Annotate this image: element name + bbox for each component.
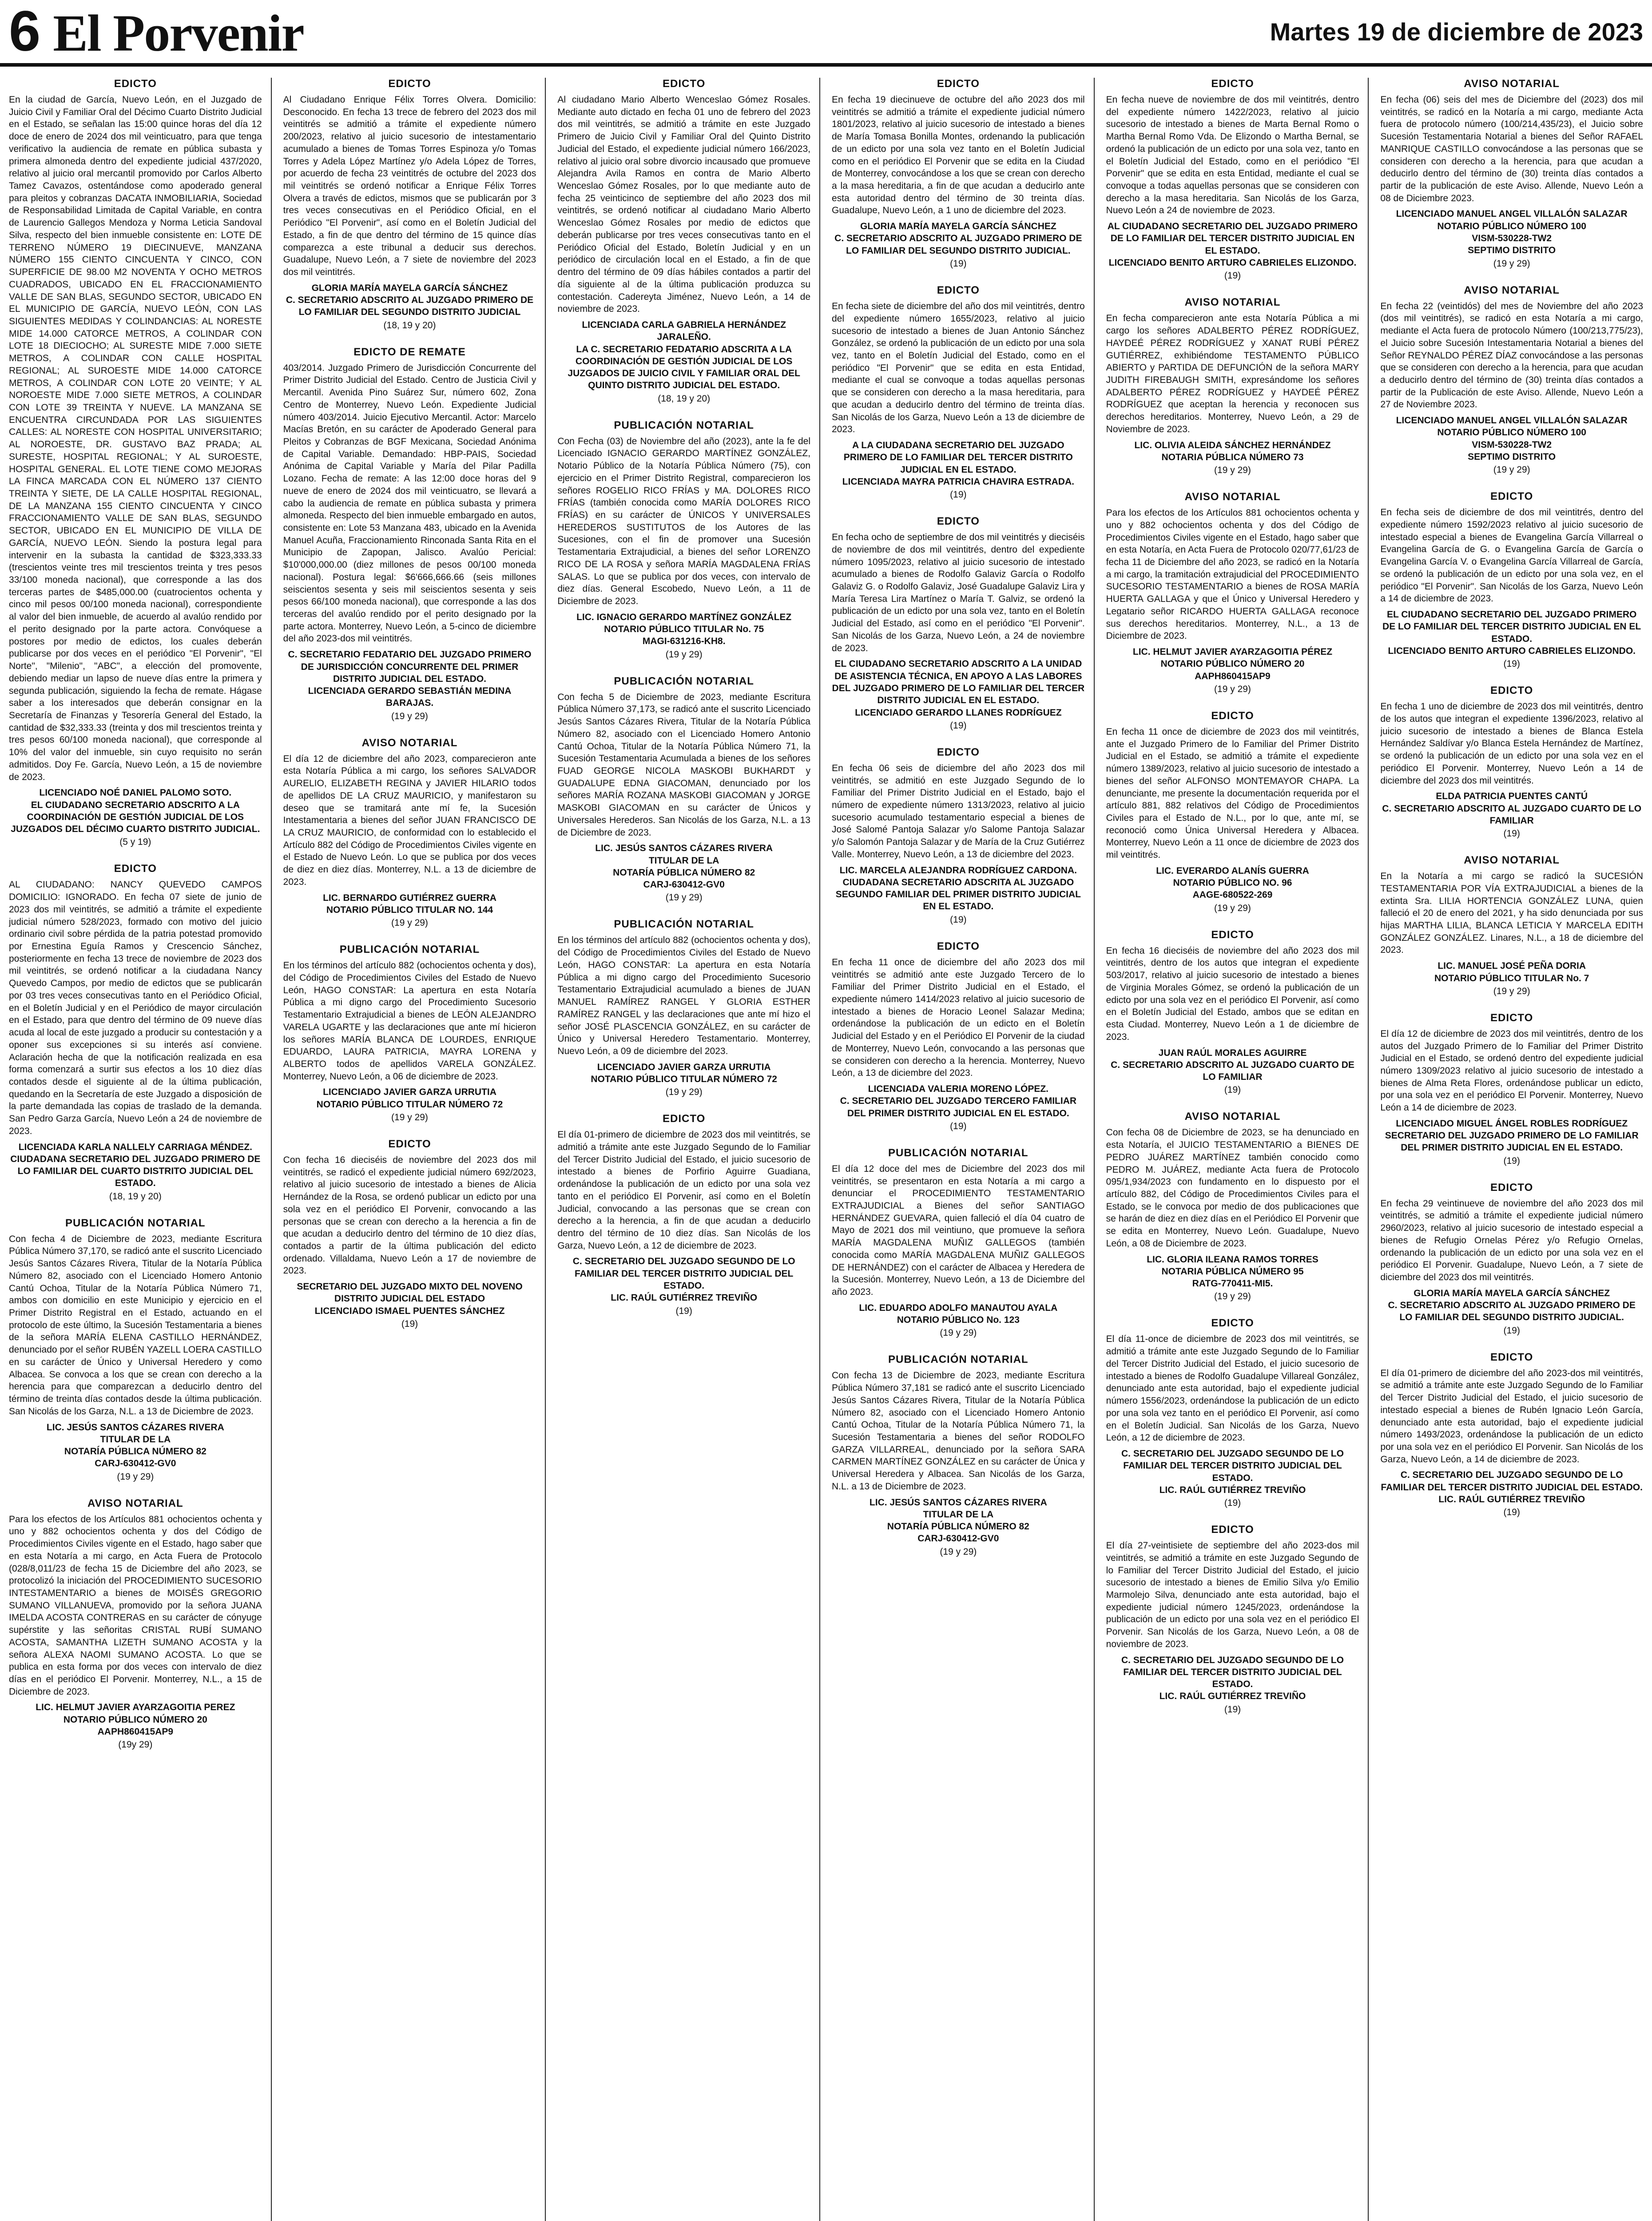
legal-notice: [1106, 1317, 1359, 1509]
legal-notice: [832, 515, 1085, 731]
column-3: [557, 78, 820, 2221]
notice-signature: C. SECRETARIO DEL JUZGADO SEGUNDO DE LO FAMILIAR DEL TERCER DISTRITO JUDICIAL DEL ESTADO. LIC. RAÚL GUTIÉRREZ TREVIÑO: [1381, 1470, 1643, 1505]
publication-dates: (19 y 29): [1493, 986, 1530, 996]
issue-date: Martes 19 de diciembre de 2023: [1270, 17, 1643, 46]
notice-body: En fecha 22 (veintidós) del mes de Noviembre del año 2023 (dos mil veintitrés), se radicó en esta Notaría a mi cargo, mediante el Acta fuera de protocolo Número (100/213,775/23), el Juicio sobre Sucesión Intestamentaria Notarial a bienes del Señor REYNALDO PÉREZ DÍAZ convocándose a las personas que se consideren con derecho a la herencia, para que acudan a deducirlo dentro del término de (30) treinta días contados a partir de la Publicación de este Aviso. Allende, Nuevo León a 27 de Noviembre 2023.: [1380, 301, 1643, 410]
legal-notice: [1106, 491, 1359, 695]
notice-title: AVISO NOTARIAL: [87, 1497, 183, 1509]
publication-dates: (19): [1503, 1325, 1520, 1336]
notice-title: PUBLICACIÓN NOTARIAL: [614, 675, 754, 687]
legal-notice: [557, 675, 810, 904]
notice-signature: LICENCIADO JAVIER GARZA URRUTIA NOTARIO PÚBLICO TITULAR NÚMERO 72: [316, 1087, 503, 1110]
notice-title: PUBLICACIÓN NOTARIAL: [65, 1217, 206, 1229]
notice-title: PUBLICACIÓN NOTARIAL: [614, 419, 754, 431]
notice-signature: LIC. MARCELA ALEJANDRA RODRÍGUEZ CARDONA. CIUDADANA SECRETARIO ADSCRITA AL JUZGADO SEGUNDO FAMILIAR DEL PRIMER DISTRITO JUDICIAL EN EL ESTADO.: [835, 865, 1081, 912]
notice-signature: EL CIUDADANO SECRETARIO DEL JUZGADO PRIMERO DE LO FAMILIAR DEL TERCER DISTRITO JUDICIAL EN EL ESTADO. LICENCIADO BENITO ARTURO CABRIELES ELIZONDO.: [1382, 609, 1641, 656]
notice-body: En fecha 06 seis de diciembre del año 2023 dos mil veintitrés, se admitió en este Juzgado Segundo de lo Familiar del Primer Distrito Judicial en el Estado, bajo el número de expediente número 1313/2023, relativo al juicio sucesorio acumulado testamentario especial a bienes de José Salomé Pantoja Salazar y/o Salome Pantoja Salazar y/o Salomón Pantoja Salazar y de María de la Cruz Gutiérrez Valle. Monterrey, Nuevo León, a 13 de diciembre del 2023.: [832, 763, 1085, 860]
notice-signature: AL CIUDADANO SECRETARIO DEL JUZGADO PRIMERO DE LO FAMILIAR DEL TERCER DISTRITO JUDICIAL EN EL ESTADO. LICENCIADO BENITO ARTURO CABRIELES ELIZONDO.: [1107, 221, 1358, 268]
notice-body: En la Notaría a mi cargo se radicó la SUCESIÓN TESTAMENTARIA POR VÍA EXTRAJUDICIAL a bienes de la extinta Sra. LILIA HORTENCIA GONZÁLEZ LUNA, quien falleció el 20 de enero del 2021, y ha sido denunciada por sus hijas MARTHA LILIA, BLANCA LETICIA Y MARCELA EDITH GONZÁLEZ GONZÁLEZ. Linares, N.L., a 18 de diciembre del 2023.: [1380, 871, 1643, 955]
publication-dates: (19): [950, 914, 967, 925]
publication-dates: (19): [950, 1121, 967, 1131]
column-4: [832, 78, 1095, 2221]
legal-notice: [1106, 710, 1359, 914]
notice-title: EDICTO: [937, 78, 980, 90]
notice-title: EDICTO: [1211, 1524, 1254, 1536]
publication-dates: (19): [1503, 1155, 1520, 1166]
notice-signature: GLORIA MARÍA MAYELA GARCÍA SÁNCHEZ C. SECRETARIO ADSCRITO AL JUZGADO PRIMERO DE LO FAMILIAR DEL SEGUNDO DISTRITO JUDICIAL.: [1388, 1288, 1636, 1323]
publication-dates: (19 y 29): [665, 892, 703, 903]
publication-dates: (19 y 29): [665, 649, 703, 660]
notice-body: Para los efectos de los Artículos 881 ochocientos ochenta y uno y 882 ochocientos ochenta y dos del Código de Procedimientos Civiles vigente en el Estado, hago saber que en esta Notaría a mi cargo, en Acta Fuera de Protocolo (028/8,011/23 de fecha 15 de Diciembre del año 2023, se protocolizó la iniciación del PROCEDIMIENTO SUCESORIO INTESTAMENTARIO a bienes de MOISÉS GREGORIO SUMANO VILLANUEVA, promovido por la señora JUANA IMELDA ACOSTA CONTRERAS en su carácter de cónyuge supérstite y las señoritas CRISTAL RUBÍ SUMANO ACOSTA, SAMANTHA LIZETH SUMANO ACOSTA y la señora ALEXA NAOMI SUMANO ACOSTA. Lo que se publica en esta forma por dos veces con intervalo de diez días en el periódico El Porvenir. Monterrey, N.L., a 15 de Diciembre de 2023.: [9, 1514, 262, 1697]
notice-signature: LIC. EVERARDO ALANÍS GUERRA NOTARIO PÚBLICO NO. 96 AAGE-680522-269: [1156, 865, 1309, 900]
notice-body: Con fecha 13 de Diciembre de 2023, mediante Escritura Pública Número 37,181 se radicó ante el suscrito Licenciado Jesús Santos Cázares Rivera, Titular de la Notaría Pública Número 82, asociado con el Licenciado Homero Antonio Cantú Ochoa, Titular de la Notaría Pública Número 71, la Sucesión Testamentaria a bienes del señor RODOLFO GARZA VILLARREAL, denunciado por la señora SARA CARMEN MARTÍNEZ GONZÁLEZ en su carácter de Única y Universal Heredera y Albacea. San Nicolás de los Garza, N.L. a 13 de Diciembre de 2023.: [832, 1370, 1085, 1492]
notice-signature: LICENCIADO JAVIER GARZA URRUTIA NOTARIO PÚBLICO TITULAR NÚMERO 72: [591, 1062, 777, 1084]
notice-title: EDICTO: [388, 1138, 431, 1150]
notice-body: En fecha 11 once de diciembre de 2023 dos mil veintitrés, ante el Juzgado Primero de lo Familiar del Primer Distrito Judicial en el Estado, se admitió a trámite el expediente número 1389/2023, relativo al juicio sucesorio de intestado a bienes del señor ALFONSO MONTEMAYOR CHAPA. La denunciante, me presente la documentación requerida por el artículo 881, 882 relativos del Código de Procedimientos Civiles para el Estado de N.L., por lo que, ante mí, se reconoció como Única Universal Heredera y Albacea. Monterrey, Nuevo León a 11 once de diciembre de 2023 dos mil veintitrés.: [1106, 726, 1359, 860]
legal-notice: [557, 918, 810, 1098]
notice-signature: C. SECRETARIO DEL JUZGADO SEGUNDO DE LO FAMILIAR DEL TERCER DISTRITO JUDICIAL DEL ESTADO. LIC. RAÚL GUTIÉRREZ TREVIÑO: [1121, 1448, 1344, 1495]
notice-signature: C. SECRETARIO DEL JUZGADO SEGUNDO DE LO FAMILIAR DEL TERCER DISTRITO JUDICIAL DEL ESTADO. LIC. RAÚL GUTIÉRREZ TREVIÑO: [572, 1256, 795, 1303]
notice-body: Al ciudadano Mario Alberto Wenceslao Gómez Rosales. Mediante auto dictado en fecha 01 uno de febrero del 2023 dos mil veintitrés, se admitió a trámite en este Juzgado Primero de Juicio Civil y Familiar Oral del Quinto Distrito Judicial del Estado, el expediente judicial número 166/2023, relativo al juicio oral sobre divorcio incausado que promueve Alejandra Avila Ramos en contra de Mario Alberto Wenceslao Gómez Rosales, por lo que mediante auto de fecha 25 veinticinco de septiembre del año 2023 dos mil veintitrés, se ordenó notificar al ciudadano Mario Alberto Wenceslao Gómez Rosales por medio de edictos que deberán publicarse por tres veces consecutivas tanto en el Periódico Oficial del Estado, Boletín Judicial y en un periódico de circulación local en el Estado, a fin de que dentro del término de 09 días hábiles contados a partir del día siguiente al de la última publicación produzca su contestación. Cadereyta Jiménez, Nuevo León, a 14 de noviembre de 2023.: [557, 95, 810, 314]
notice-body: Para los efectos de los Artículos 881 ochocientos ochenta y uno y 882 ochocientos ochenta y dos del Código de Procedimientos Civiles vigente en el Estado, hago saber que en esta Notaría, en Acta Fuera de Protocolo 020/77,61/23 de fecha 11 de Diciembre del año 2023, se radicó en la Notaría a mi cargo, la tramitación extrajudicial del PROCEDIMIENTO SUCESORIO TESTAMENTARIO a bienes de ROSA MARÍA HUERTA GALLAGA y que el Único y Universal Heredero y Legatario señor RICARDO HUERTA GALLAGA reconoce sus derechos hereditarios. Monterrey, N.L., a 13 de Diciembre de 2023.: [1106, 508, 1359, 641]
publication-dates: (19): [1224, 1704, 1241, 1715]
notice-signature: LIC. IGNACIO GERARDO MARTÍNEZ GONZÁLEZ NOTARIO PÚBLICO TITULAR No. 75 MAGI-631216-KH8.: [576, 612, 792, 647]
notice-title: EDICTO: [1211, 928, 1254, 941]
notice-signature: LICENCIADO MIGUEL ÁNGEL ROBLES RODRÍGUEZ SECRETARIO DEL JUZGADO PRIMERO DE LO FAMILIAR DEL PRIMER DISTRITO JUDICIAL EN EL ESTADO.: [1385, 1118, 1639, 1153]
notice-signature: SECRETARIO DEL JUZGADO MIXTO DEL NOVENO DISTRITO JUDICIAL DEL ESTADO LICENCIADO ISMAEL PUENTES SÁNCHEZ: [297, 1282, 523, 1316]
notice-body: En fecha 11 once de diciembre del año 2023 dos mil veintitrés se admitió ante este Juzgado Tercero de lo Familiar del Primer Distrito Judicial en el Estado, el expediente número 1414/2023 relativo al juicio sucesorio de intestado a bienes de Horacio Leonel Salazar Medina; ordenándose la publicación de un edicto en el Boletín Judicial del Estado y en el Periódico El Porvenir de la ciudad de Monterrey, Nuevo León, convocando a las personas que se consideren con derecho a la herencia. Monterrey, Nuevo León, a 13 de diciembre del 2023.: [832, 957, 1085, 1079]
legal-notice: [1380, 685, 1643, 839]
notice-title: EDICTO: [388, 78, 431, 90]
publication-dates: (19): [950, 490, 967, 500]
notice-title: EDICTO: [1490, 490, 1533, 503]
notice-title: EDICTO: [1211, 709, 1254, 722]
notice-body: En fecha 29 veintinueve de noviembre del año 2023 dos mil veintitrés, se admitió a trámite el expediente judicial número 2960/2023, relativo al juicio sucesorio de intestado especial a bienes de Refugio Ornelas Pérez y/o Refugio Ornelas, ordenando la publicación de un edicto por una sola vez en el periódico El Porvenir. Guadalupe, Nuevo León, a 7 siete de diciembre del 2023 dos mil veintitrés.: [1380, 1198, 1643, 1283]
notice-signature: LIC. JESÚS SANTOS CÁZARES RIVERA TITULAR DE LA NOTARÍA PÚBLICA NÚMERO 82 CARJ-630412-GV0: [595, 843, 773, 890]
page-number: 6: [9, 0, 41, 63]
notice-title: EDICTO: [114, 78, 157, 90]
publication-dates: (19): [1503, 659, 1520, 669]
notice-signature: JUAN RAÚL MORALES AGUIRRE C. SECRETARIO ADSCRITO AL JUZGADO CUARTO DE LO FAMILIAR: [1111, 1047, 1354, 1083]
publication-dates: (19): [401, 1319, 418, 1329]
notice-body: Con fecha 4 de Diciembre de 2023, mediante Escritura Pública Número 37,170, se radicó ante el suscrito Licenciado Jesús Santos Cázares Rivera, Titular de la Notaría Pública Número 82, asociado con el Licenciado Homero Antonio Cantú Ochoa, Titular de la Notaría Pública Número 71, ambos con domicilio en este Municipio y ejercicio en el Primer Distrito Registral en el Estado, actuando en el protocolo de este último, la Sucesión Testamentaria a bienes de la señora MARÍA ELENA CASTILLO HERNÁNDEZ, denunciado por el señor RUBÉN YAZELL LOERA CASTILLO en su carácter de Único y Universal Heredero y como Albacea. Se convoca a los que se crean con derecho a la herencia para que comparezcan a deducirlo dentro del término de treinta días contados desde la última publicación. San Nicolás de los Garza, N.L. a 13 de Diciembre de 2023.: [9, 1234, 262, 1417]
legal-notice: [283, 737, 536, 929]
publication-dates: (5 y 19): [119, 837, 151, 848]
notice-title: EDICTO: [937, 515, 980, 528]
legal-notice: [832, 1353, 1085, 1557]
notice-body: En los términos del artículo 882 (ochocientos ochenta y dos), del Código de Procedimientos Civiles del Estado de Nuevo León, HAGO CONSTAR: La apertura en esta Notaría Pública a mi digno cargo del Procedimiento Sucesorio Testamentario Extrajudicial a bienes de LEÓN ALEJANDRO VARELA UGARTE y las declaraciones que ante mí hicieron los señores MARÍA BLANCA DE LOURDES, ENRIQUE EDUARDO, LAURA PATRICIA, MAYRA LORENA y ALBERTO todos de apellidos VARELA GONZÁLEZ. Monterrey, Nuevo León, a 06 de diciembre de 2023.: [283, 960, 536, 1082]
publication-dates: (19): [1503, 828, 1520, 839]
publication-dates: (19 y 29): [391, 1112, 428, 1122]
notice-title: EDICTO: [937, 284, 980, 297]
publication-dates: (19): [675, 1306, 692, 1316]
legal-notice: [1106, 1110, 1359, 1302]
notice-body: El día 27-veintisiete de septiembre del año 2023-dos mil veintitrés, se admitió a trámite en este Juzgado Segundo de lo Familiar del Tercer Distrito Judicial del Estado, el juicio sucesorio de intestado a bienes de Emilio Silva y/o Emilio Marmolejo Silva, denunciado ante esta autoridad, bajo el expediente judicial número 1245/2023, ordenándose la publicación de un edicto por una sola vez en el periódico El Porvenir. San Nicolás de los Garza, Nuevo León, a 08 de noviembre de 2023.: [1106, 1540, 1359, 1649]
masthead: [0, 0, 1652, 67]
notice-body: En la ciudad de García, Nuevo León, en el Juzgado de Juicio Civil y Familiar Oral del Décimo Cuarto Distrito Judicial en el Estado, se señalan las 15:00 quince horas del día 12 doce de enero de 2024 dos mil veinticuatro, para que tenga verificativo la audiencia de remate en pública subasta y primera almoneda dentro del expediente judicial 437/2020, relativo al juicio oral mercantil promovido por Carlos Alberto Tamez Cavazos, ostentándose como apoderado general para pleitos y cobranzas DACATA INMOBILIARIA, Sociedad de Responsabilidad Limitada de Capital Variable, en contra de Laurencio Gallegos Mendoza y Norma Leticia Sandoval Silva, respecto del bien inmueble consistente en: LOTE DE TERRENO NÚMERO 19 DIECINUEVE, MANZANA NÚMERO 155 CIENTO CINCUENTA Y CINCO, CON SUPERFICIE DE 98.00 M2 NOVENTA Y OCHO METROS CUADRADOS, UBICADO EN EL FRACCIONAMIENTO VALLE DE SAN BLAS, SEGUNDO SECTOR, UBICADO EN EL MUNICIPIO DE GARCÍA, NUEVO LEÓN, CON LAS SIGUIENTES MEDIDAS Y COLINDANCIAS: AL NORESTE MIDE 14.000 CATORCE METROS, A COLINDAR CON LOTE 18 DIECIOCHO; AL SURESTE MIDE 7.000 SIETE METROS, A COLINDAR CON CALLE HOSPITAL REGIONAL; AL SUROESTE MIDE 14.000 CATORCE METROS, A COLINDAR CON LOTE 20 VEINTE; Y AL NOROESTE MIDE 7.000 SIETE METROS, A COLINDAR CON LOTE 39 TREINTA Y NUEVE. LA MANZANA SE ENCUENTRA CIRCUNDADA POR LAS SIGUIENTES CALLES: AL NORESTE CON HOSPITAL UNIVERSITARIO; AL NOROESTE, DR. GUSTAVO BAZ PRADA; AL SURESTE, HOSPITAL REGIONAL; Y AL SUROESTE, HOSPITAL GENERAL. EL LOTE TIENE COMO MEJORAS LA FINCA MARCADA CON EL NÚMERO 137 CIENTO TREINTA Y SIETE, DE LA CALLE HOSPITAL REGIONAL, DE LA MANZANA 155 CIENTO CINCUENTA Y CINCO FRACCIONAMIENTO VALLE DE SAN BLAS, SEGUNDO SECTOR, UBICADO EN EL MUNICIPIO DE VILLA DE GARCÍA, NUEVO LEÓN. Siendo la postura legal para intervenir en la subasta la cantidad de $323,333.33 (trescientos veinte tres mil trescientos treinta y tres pesos 33/100 moneda nacional), que corresponde a las dos terceras partes de $485,000.00 (cuatrocientos ochenta y cinco mil pesos 00/100 moneda nacional), correspondiente al valor del bien inmueble, de acuerdo al avalúo rendido por el perito designado por la parte actora. Convóquese a postores por medio de edictos, los cuales deberán publicarse por dos veces en el periódico "El Porvenir", "El Norte", "Milenio", "ABC", a elección del promovente, debiendo mediar un lapso de nueve días entre la primera y segunda publicación, siguiendo la fecha de remate. Hágase saber a los interesados que deberán consignar en la Secretaría de Finanzas y Tesorería General del Estado, la cantidad de $32,333.33 (treinta y dos mil trescientos treinta y tres pesos 60/100 moneda nacional), que corresponde al 10% del valor del inmueble, sin cuyo requisito no serán admitidos. Doy Fe. García, Nuevo León, a 15 de noviembre de 2023.: [9, 95, 262, 782]
legal-notice: [1380, 78, 1643, 269]
notice-title: EDICTO: [1211, 1317, 1254, 1329]
publication-dates: (19): [1224, 271, 1241, 281]
publication-dates: (19): [1224, 1085, 1241, 1095]
notice-signature: GLORIA MARÍA MAYELA GARCÍA SÁNCHEZ C. SECRETARIO ADSCRITO AL JUZGADO PRIMERO DE LO FAMILIAR DEL SEGUNDO DISTRITO JUDICIAL.: [834, 221, 1082, 256]
publication-dates: (18, 19 y 20): [109, 1191, 162, 1202]
publication-dates: (19): [1503, 1507, 1520, 1518]
notice-signature: LIC. MANUEL JOSÉ PEÑA DORIA NOTARIO PÚBLICO TITULAR No. 7: [1434, 961, 1589, 983]
publication-dates: (19y 29): [118, 1739, 153, 1750]
publication-dates: (19 y 29): [117, 1471, 154, 1482]
notice-signature: LIC. HELMUT JAVIER AYARZAGOITIA PÉREZ NOTARIO PÚBLICO NÚMERO 20 AAPH860415AP9: [1132, 647, 1333, 681]
column-1: [9, 78, 272, 2221]
publication-dates: (19 y 29): [940, 1546, 977, 1557]
notice-body: El día 12 doce del mes de Diciembre del 2023 dos mil veintitrés, se presentaron en esta Notaría a mi cargo a denunciar el PROCEDIMIENTO TESTAMENTARIO EXTRAJUDICIAL a Bienes del señor SANTIAGO HERNÁNDEZ GUEVARA, quien falleció el día 04 cuatro de Mayo de 2021 dos mil veintiuno, que promueve la señora MARÍA MAGDALENA MUÑIZ GALLEGOS (también conocida como MARÍA MAGDALENA MUÑIZ GALLEGOS DE HERNÁNDEZ) con el carácter de Albacea y Heredera de la Sucesión. Monterrey, Nuevo León, a 13 de Diciembre del año 2023.: [832, 1163, 1085, 1298]
legal-notice: [1380, 1182, 1643, 1336]
notice-title: EDICTO: [1490, 1011, 1533, 1024]
notice-signature: ELDA PATRICIA PUENTES CANTÚ C. SECRETARIO ADSCRITO AL JUZGADO CUARTO DE LO FAMILIAR: [1382, 791, 1642, 826]
notice-title: AVISO NOTARIAL: [1464, 854, 1560, 867]
publication-dates: (18, 19 y 20): [383, 320, 436, 330]
notice-body: En fecha comparecieron ante esta Notaría Pública a mi cargo los señores ADALBERTO PÉREZ RODRÍGUEZ, HAYDEÉ PÉREZ RODRÍGUEZ y XANAT RUBÍ PÉREZ GUTIÉRREZ, exhibiéndome TESTAMENTO PÚBLICO ABIERTO y PARTIDA DE DEFUNCIÓN de la señora MARY JUDITH FIREBAUGH SMITH, expresándome los señores ADALBERTO PÉREZ RODRÍGUEZ y HAYDEÉ PÉREZ RODRÍGUEZ que aceptan la herencia y reconocen sus derechos hereditarios. Monterrey, Nuevo León, a 29 de Noviembre de 2023.: [1106, 313, 1359, 434]
notice-signature: LICENCIADO MANUEL ANGEL VILLALÓN SALAZAR NOTARIO PÚBLICO NÚMERO 100 VISM-530228-TW2 SEPTIMO DISTRITO: [1396, 415, 1628, 462]
publication-dates: (19): [950, 259, 967, 269]
notice-title: EDICTO: [1490, 685, 1533, 697]
notice-body: Con fecha 16 dieciséis de noviembre del 2023 dos mil veintitrés, se radicó el expediente judicial número 692/2023, relativo al juicio sucesorio de intestado a bienes de Alicia Hernández de la Rosa, se ordenó publicar un edicto por una sola vez en el periódico El Porvenir, convocando a las personas que se crean con derecho a la herencia a fin de que acudan a deducirlo dentro del término de 10 diez días, contados a partir de la última publicación del edicto ordenado. Villaldama, Nuevo León a 17 de noviembre de 2023.: [283, 1154, 536, 1276]
legal-notice: [1380, 490, 1643, 669]
publication-dates: (19 y 29): [1493, 258, 1530, 269]
legal-notice: [9, 1497, 262, 1751]
notice-body: Al Ciudadano Enrique Félix Torres Olvera. Domicilio: Desconocido. En fecha 13 trece de febrero del 2023 dos mil veintitrés se admitió a trámite el expediente número 200/2023, relativo al juicio sucesorio de intestamentario acumulado a bienes de Tomas Torres Espinoza y/o Tomas Torres y Adela López Martínez y/o Adela López de Torres, por acuerdo de fecha 23 veintitrés de octubre del 2023 dos mil veintitrés se ordenó notificar a Enrique Félix Torres Olvera a través de edictos, mismos que se publicarán por 3 tres veces consecutivas en el Periódico Oficial, en el Periódico "El Porvenir", así como en el Boletín Judicial del Estado, a fin de que dentro del término de 15 quince días comparezca a este tribunal a deducir sus derechos. Guadalupe, Nuevo León, a 7 siete de noviembre del 2023 dos mil veintitrés.: [283, 95, 536, 278]
legal-notice: [832, 940, 1085, 1132]
notice-body: El día 12 de diciembre de 2023 dos mil veintitrés, dentro de los autos del Juzgado Primero de lo Familiar del Primer Distrito Judicial en el Estado, se ordenó dentro del expediente judicial número 1309/2023 relativo al juicio sucesorio de intestado a bienes de Alma Reta Flores, ordenándose publicar un edicto, por una sola vez en el periódico El Porvenir. Monterrey, Nuevo León a 14 de diciembre de 2023.: [1380, 1028, 1643, 1113]
notice-signature: LIC. OLIVIA ALEIDA SÁNCHEZ HERNÁNDEZ NOTARIA PÚBLICA NÚMERO 73: [1134, 440, 1331, 462]
notice-signature: EL CIUDADANO SECRETARIO ADSCRITO A LA UNIDAD DE ASISTENCIA TÉCNICA, EN APOYO A LAS LABORES DEL JUZGADO PRIMERO DE LO FAMILIAR DEL TERCER DISTRITO JUDICIAL EN EL ESTADO. LICENCIADO GERARDO LLANES RODRÍGUEZ: [832, 659, 1085, 718]
notice-body: Con fecha 08 de Diciembre de 2023, se ha denunciado en esta Notaría, el JUICIO TESTAMENTARIO a BIENES DE PEDRO JUÁREZ MARTÍNEZ también conocido como PEDRO M. JUÁREZ, mediante Acta fuera de Protocolo 095/1,934/2023 con fundamento en lo dispuesto por el artículo 882, del Código de Procedimientos Civiles para el Estado, se le convoca por medio de dos publicaciones que se harán de diez en diez días en el Periódico El Porvenir que se edita en Monterrey, Nuevo León. Guadalupe, Nuevo León, a 08 de Diciembre de 2023.: [1106, 1127, 1359, 1249]
publication-dates: (19 y 29): [665, 1087, 703, 1098]
notice-signature: C. SECRETARIO FEDATARIO DEL JUZGADO PRIMERO DE JURISDICCIÓN CONCURRENTE DEL PRIMER DISTRITO JUDICIAL DEL ESTADO. LICENCIADA GERARDO SEBASTIÁN MEDINA BARAJAS.: [288, 649, 532, 708]
column-2: [283, 78, 546, 2221]
publication-dates: (18, 19 y 20): [658, 393, 711, 404]
publication-dates: (19): [950, 720, 967, 731]
notice-title: AVISO NOTARIAL: [1184, 296, 1281, 309]
legal-notice: [283, 78, 536, 331]
notice-title: EDICTO: [663, 1113, 706, 1125]
column-5: [1106, 78, 1369, 2221]
notice-title: AVISO NOTARIAL: [1184, 1110, 1281, 1123]
notice-title: AVISO NOTARIAL: [1464, 78, 1560, 90]
legal-notice: [1380, 284, 1643, 476]
publication-dates: (19 y 29): [1493, 465, 1530, 475]
notice-body: AL CIUDADANO: NANCY QUEVEDO CAMPOS DOMICILIO: IGNORADO. En fecha 07 siete de junio de 2023 dos mil veintitrés, se admitió a trámite el expediente judicial número 528/2023, formado con motivo del juicio ordinario civil sobre pérdida de la patria potestad promovido por Ernestina Eguía Ramos y Crescencio Sánchez, posteriormente en fecha 13 trece de noviembre de 2023 dos mil veintitrés, se ordenó notificar a la ciudadana Nancy Quevedo Campos, por medio de edictos que se publicarán por 03 tres veces consecutivas tanto en el Periódico Oficial, en el Boletín Judicial y en el Periódico de mayor circulación en el Estado, para que dentro del término de 09 nueve días acuda al local de este juzgado a producir su contestación y a oponer sus excepciones si su interés así conviene. Aclaración hecha de que la notificación realizada en esa forma comenzará a surtir sus efectos a los 10 diez días contados desde el siguiente al de la última publicación, quedando en la Secretaría de este Juzgado a disposición de la parte demandada las copias de traslado de la demanda. San Pedro Garza García, Nuevo León a 24 de noviembre de 2023.: [9, 880, 262, 1136]
legal-notice: [283, 943, 536, 1123]
notice-signature: LIC. EDUARDO ADOLFO MANAUTOU AYALA NOTARIO PÚBLICO No. 123: [859, 1302, 1058, 1325]
notice-title: EDICTO: [1211, 78, 1254, 90]
legal-notice: [832, 284, 1085, 500]
notice-body: Con fecha 5 de Diciembre de 2023, mediante Escritura Pública Número 37,173, se radicó ante el suscrito Licenciado Jesús Santos Cázares Rivera, Titular de la Notaría Pública Número 82, asociado con el Licenciado Homero Antonio Cantú Ochoa, Titular de la Notaría Pública Número 71, la Sucesión Testamentaria Acumulada a bienes de los señores FUAD GEORGE NICOLA MASKOBI BUKHARDT y GUADALUPE EDNA GIACOMAN, denunciado por los señores MARÍA ROZANA MASKOBI GIACOMAN y JORGE MASKOBI GIACOMAN en su carácter de Únicos y Universales Herederos. San Nicolás de los Garza, N.L. a 13 de Diciembre de 2023.: [557, 692, 810, 838]
notice-signature: A LA CIUDADANA SECRETARIO DEL JUZGADO PRIMERO DE LO FAMILIAR DEL TERCER DISTRITO JUDICIAL EN EL ESTADO. LICENCIADA MAYRA PATRICIA CHAVIRA ESTRADA.: [842, 440, 1074, 487]
publication-dates: (19 y 29): [1214, 465, 1251, 476]
legal-notice: [557, 419, 810, 660]
notice-signature: LIC. BERNARDO GUTIÉRREZ GUERRA NOTARIO PÚBLICO TITULAR NO. 144: [323, 892, 496, 915]
newspaper-name: El Porvenir: [53, 4, 304, 62]
legal-notice: [832, 78, 1085, 269]
notice-title: EDICTO: [937, 746, 980, 758]
legal-notice: [1106, 929, 1359, 1096]
classifieds-columns: [9, 78, 1643, 2221]
publication-dates: (19 y 29): [1214, 684, 1251, 694]
notice-body: En fecha seis de diciembre de dos mil veintitrés, dentro del expediente número 1592/2023 relativo al juicio sucesorio de intestado especial a bienes de Evangelina García Villarreal o Evangelina García de G. o Evangelina García de García o Evangelina García V. o Evangelina García Villarreal de García, se ordenó la publicación de un edicto por una sola vez, en el periódico "El Porvenir". San Nicolás de los Garza, Nuevo León a 14 de diciembre de 2023.: [1380, 507, 1643, 604]
notice-signature: C. SECRETARIO DEL JUZGADO SEGUNDO DE LO FAMILIAR DEL TERCER DISTRITO JUDICIAL DEL ESTADO. LIC. RAÚL GUTIÉRREZ TREVIÑO: [1121, 1655, 1344, 1702]
notice-body: En fecha 16 dieciséis de noviembre del año 2023 dos mil veintitrés, dentro de los autos que integran el expediente 503/2017, relativo al juicio sucesorio de intestado a bienes de Virginia Morales Gómez, se ordenó la publicación de un edicto por una sola vez en el periódico El Porvenir, así como en el Boletín Judicial del Estado, ambos que se editan en esta Ciudad. Monterrey, Nuevo León a 1 de diciembre de 2023.: [1106, 945, 1359, 1042]
notice-signature: LICENCIADA CARLA GABRIELA HERNÁNDEZ JARALEÑO. LA C. SECRETARIO FEDATARIO ADSCRITA A LA COORDINACIÓN DE GESTIÓN JUDICIAL DE LOS JUZGADOS DE JUICIO CIVIL Y FAMILIAR ORAL DEL QUINTO DISTRITO JUDICIAL DEL ESTADO.: [568, 319, 800, 391]
notice-title: AVISO NOTARIAL: [1464, 284, 1560, 296]
notice-body: El día 01-primero de diciembre de 2023 dos mil veintitrés, se admitió a trámite ante este Juzgado Segundo de lo Familiar del Tercer Distrito Judicial del Estado, el juicio sucesorio de intestado a bienes de Porfirio Aguirre Guadiana, ordenándose la publicación de un edicto por una sola vez tanto en el periódico El Porvenir, así como en el Boletín Judicial, convocando a las personas que se crean con derecho a la herencia, a fin de que acudan a deducirlo dentro del término de 10 diez días. San Nicolás de los Garza, Nuevo León, a 12 de diciembre de 2023.: [557, 1130, 810, 1251]
publication-dates: (19): [1224, 1498, 1241, 1509]
notice-body: Con Fecha (03) de Noviembre del año (2023), ante la fe del Licenciado IGNACIO GERARDO MARTÍNEZ GONZÁLEZ, Notario Público de la Notaría Pública Número (75), con ejercicio en el Primer Distrito Registral, comparecieron los señores ROGELIO RICO FRÍAS y MA. DOLORES RICO FRÍAS (también conocida como MARÍA DOLORES RICO FRÍAS) en su carácter de ÚNICOS Y UNIVERSALES HEREDEROS SUSTITUTOS de los Autores de las Sucesiones, con el fin de promover una Sucesión Testamentaria Extrajudicial, a bienes del señor LORENZO RICO DE LA ROSA y señora MARÍA MAGDALENA FRÍAS SALAS. Lo que se publica por dos veces, con intervalo de diez días. General Escobedo, Nuevo León, a 11 de Diciembre de 2023.: [557, 436, 810, 607]
notice-title: EDICTO: [663, 78, 706, 90]
notice-body: En fecha ocho de septiembre de dos mil veintitrés y dieciséis de noviembre de dos mil veintitrés, dentro del expediente número 1095/2023, relativo al juicio sucesorio de intestado acumulado a bienes de Rodolfo Galaviz García o Rodolfo Galaviz G. o Rodolfo Galaviz, José Guadalupe Galaviz Lira y María Teresa Lira Martínez o María T. Galviz, se ordenó la publicación de un edicto por una sola vez, tanto en el Boletín Judicial del Estado, así como en el periódico "El Porvenir". San Nicolás de los Garza, Nuevo León, a 24 de noviembre de 2023.: [832, 532, 1085, 653]
notice-body: En fecha (06) seis del mes de Diciembre del (2023) dos mil veintitrés, se radicó en la Notaría a mi cargo, mediante Acta fuera de protocolo número (100/214,435/23), el Juicio sobre Sucesión Testamentaria Notarial a bienes del Señor RAFAEL MANRIQUE CASTILLO convocándose a las personas que se consideren con derecho a la herencia, para que acudan a deducirlo dentro del término de (30) treinta días contados a partir de la publicación de este Aviso. Allende, Nuevo León a 08 de Diciembre 2023.: [1380, 95, 1643, 203]
publication-dates: (19 y 29): [391, 918, 428, 928]
notice-title: EDICTO: [937, 940, 980, 952]
legal-notice: [1106, 296, 1359, 476]
legal-notice: [557, 1113, 810, 1316]
legal-notice: [1106, 78, 1359, 281]
publication-dates: (19 y 29): [391, 711, 428, 721]
legal-notice: [1380, 854, 1643, 997]
notice-signature: LIC. HELMUT JAVIER AYARZAGOITIA PEREZ NOTARIO PÚBLICO NÚMERO 20 AAPH860415AP9: [36, 1702, 235, 1737]
notice-body: En fecha siete de diciembre del año dos mil veintitrés, dentro del expediente número 1655/2023, relativo al juicio sucesorio de intestado a bienes de Juan Antonio Sánchez González, se ordenó la publicación de un edicto por una sola vez, tanto en el Boletín Judicial del Estado, como en el periódico "El Porvenir" que se edita en esta Entidad, mediante el cual se convoque a todas aquellas personas que se consideren con derecho a la masa hereditaria, para que acudan a deducirlo dentro del término de treinta días. San Nicolás de los Garza, Nuevo León a 13 de diciembre de 2023.: [832, 301, 1085, 435]
notice-body: El día 01-primero de diciembre del año 2023-dos mil veintitrés, se admitió a trámite ante este Juzgado Segundo de lo Familiar del Tercer Distrito Judicial del Estado, el juicio sucesorio de intestado especial a bienes de Rubén Ignacio León García, denunciado ante esta autoridad, bajo el expediente judicial número 1493/2023, ordenándose la publicación de un edicto por una sola vez en el periódico El Porvenir. San Nicolás de los Garza, Nuevo León, a 14 de diciembre de 2023.: [1380, 1368, 1643, 1465]
legal-notice: [832, 746, 1085, 925]
notice-title: AVISO NOTARIAL: [1184, 491, 1281, 503]
notice-body: En los términos del artículo 882 (ochocientos ochenta y dos), del Código de Procedimientos Civiles del Estado de Nuevo León, HAGO CONSTAR: La apertura en esta Notaría Pública a mi digno cargo del Procedimiento Sucesorio Testamentario Extrajudicial acumulado a bienes de JUAN MANUEL RAMÍREZ RANGEL Y GLORIA ESTHER RAMÍREZ RANGEL y las declaraciones que ante mí hizo el señor JOSÉ PLASCENCIA GONZÁLEZ, en su carácter de Único y Universal Heredero Testamentario. Monterrey, Nuevo León, a 09 de diciembre del 2023.: [557, 935, 810, 1056]
legal-notice: [9, 863, 262, 1202]
publication-dates: (19 y 29): [940, 1328, 977, 1338]
notice-body: En fecha 1 uno de diciembre de 2023 dos mil veintitrés, dentro de los autos que integran el expediente 1396/2023, relativo al juicio sucesorio de intestado a bienes de Blanca Estela Hernández Saldívar y/o Blanca Estela Hernández de Martínez, se ordenó la publicación de un edicto por una sola vez en el periódico El Porvenir. Monterrey, Nuevo León a 14 de diciembre del 2023 dos mil veintitrés.: [1380, 701, 1643, 786]
notice-signature: GLORIA MARÍA MAYELA GARCÍA SÁNCHEZ C. SECRETARIO ADSCRITO AL JUZGADO PRIMERO DE LO FAMILIAR DEL SEGUNDO DISTRITO JUDICIAL: [286, 283, 534, 318]
notice-title: EDICTO DE REMATE: [353, 346, 466, 358]
notice-signature: LIC. JESÚS SANTOS CÁZARES RIVERA TITULAR DE LA NOTARÍA PÚBLICA NÚMERO 82 CARJ-630412-GV0: [46, 1422, 224, 1469]
publication-dates: (19 y 29): [1214, 1291, 1251, 1302]
column-6: [1380, 78, 1643, 2221]
notice-signature: LICENCIADO NOÉ DANIEL PALOMO SOTO. EL CIUDADANO SECRETARIO ADSCRITO A LA COORDINACIÓN DE GESTIÓN JUDICIAL DE LOS JUZGADOS DEL DÉCIMO CUARTO DISTRITO JUDICIAL.: [11, 788, 260, 835]
legal-notice: [1380, 1012, 1643, 1166]
publication-dates: (19 y 29): [1214, 903, 1251, 913]
brand: [9, 0, 304, 63]
notice-body: En fecha 19 diecinueve de octubre del año 2023 dos mil veintitrés se admitió a trámite el expediente judicial número 1801/2023, relativo al juicio sucesorio de intestado a bienes de María Tomasa Bonilla Montes, ordenando la publicación de un edicto por una sola vez tanto en el Boletín Judicial como en el periódico El Porvenir que se edita en la Ciudad de Monterrey, convocándose a los que se crean con derecho a la masa hereditaria, a fin de que acudan a deducirlo ante esta autoridad dentro del término de 30 treinta días. Guadalupe, Nuevo León, a 1 uno de diciembre del 2023.: [832, 95, 1085, 216]
notice-title: PUBLICACIÓN NOTARIAL: [888, 1353, 1029, 1366]
legal-notice: [9, 1217, 262, 1482]
notice-body: En fecha nueve de noviembre de dos mil veintitrés, dentro del expediente número 1422/2023, relativo al juicio sucesorio de intestado a bienes de Marta Bernal Romo o Martha Bernal Romo Vda. De Elizondo o Martha Bernal, se ordenó la publicación de un edicto por una sola vez, tanto en el Boletín Judicial del Estado, como en el periódico "El Porvenir" que se edita en esta Entidad, mediante el cual se convoque a todas aquellas personas que se consideren con derecho a la masa hereditaria. San Nicolás de los Garza, Nuevo León a 24 de noviembre de 2023.: [1106, 95, 1359, 216]
notice-body: 403/2014. Juzgado Primero de Jurisdicción Concurrente del Primer Distrito Judicial del Estado. Centro de Justicia Civil y Mercantil. Avenida Pino Suárez Sur, número 602, Zona Centro de Monterrey, Nuevo León. Expediente Judicial número 403/2014. Juicio Ejecutivo Mercantil. Actor: Marcelo Macías Bretón, en su carácter de Apoderado General para Pleitos y Cobranzas de BGF Mexicana, Sociedad Anónima de Capital Variable. Demandado: HBP-PAIS, Sociedad Anónima de Capital Variable y María del Pilar Padilla Lozano. Fecha de remate: A las 12:00 doce horas del 9 nueve de enero de 2024 dos mil veinticuatro, se llevará a cabo la audiencia de remate en pública subasta y primera almoneda. Respecto del bien inmueble embargado en autos, consistente en: Lote 53 Manzana 483, ubicado en la Avenida Manuel Acuña, Fraccionamiento Rinconada Santa Rita en el Municipio de Zapopan, Jalisco. Avalúo Pericial: $10'000,000.00 (diez millones de pesos 00/100 moneda nacional). Postura legal: $6'666,666.66 (seis millones seiscientos sesenta y seis mil seiscientos sesenta y seis pesos 66/100 moneda nacional), que corresponde a las dos terceras del avalúo rendido por el perito designado por la parte actora. Monterrey, Nuevo León, a 5-cinco de diciembre del año 2023-dos mil veintitrés.: [283, 362, 536, 644]
notice-signature: LIC. JESÚS SANTOS CÁZARES RIVERA TITULAR DE LA NOTARÍA PÚBLICA NÚMERO 82 CARJ-630412-GV0: [869, 1497, 1047, 1544]
notice-title: EDICTO: [114, 863, 157, 875]
notice-body: El día 11-once de diciembre de 2023 dos mil veintitrés, se admitió a trámite ante este Juzgado Segundo de lo Familiar del Tercer Distrito Judicial del Estado, el juicio sucesorio de intestado a bienes de Rodolfo Guadalupe Villareal González, denunciado ante esta autoridad, bajo el expediente judicial número 1556/2023, ordenándose la publicación de un edicto por una sola vez tanto en el periódico El Porvenir, así como en el Boletín Judicial. San Nicolás de los Garza, Nuevo León, a 12 de diciembre de 2023.: [1106, 1334, 1359, 1443]
legal-notice: [283, 346, 536, 722]
notice-title: PUBLICACIÓN NOTARIAL: [888, 1146, 1029, 1159]
notice-body: El día 12 de diciembre del año 2023, comparecieron ante esta Notaría Pública a mi cargo, los señores SALVADOR AURELIO, ELIZABETH REGINA y JAVIER HILARIO todos de apellidos DE LA CRUZ MAURICIO, y manifestaron su deseo que se tramitará ante mí fe, la Sucesión Intestamentaria a bienes del señor JUAN FRANCISCO DE LA CRUZ MAURICIO, de conformidad con lo establecido el Artículo 882 del Código de Procedimientos Civiles vigente en el Estado de Nuevo León. Lo que se publica por dos veces de diez en diez días. Monterrey, N.L. a 13 de diciembre de 2023.: [283, 753, 536, 887]
notice-signature: LICENCIADO MANUEL ANGEL VILLALÓN SALAZAR NOTARIO PÚBLICO NÚMERO 100 VISM-530228-TW2 SEPTIMO DISTRITO: [1396, 209, 1628, 256]
legal-notice: [557, 78, 810, 404]
legal-notice: [283, 1138, 536, 1329]
notice-signature: LICENCIADA VALERIA MORENO LÓPEZ. C. SECRETARIO DEL JUZGADO TERCERO FAMILIAR DEL PRIMER DISTRITO JUDICIAL EN EL ESTADO.: [840, 1083, 1077, 1118]
notice-signature: LIC. GLORIA ILEANA RAMOS TORRES NOTARIA PÚBLICA NÚMERO 95 RATG-770411-MI5.: [1147, 1254, 1318, 1289]
notice-title: AVISO NOTARIAL: [361, 736, 458, 749]
legal-notice: [9, 78, 262, 848]
legal-notice: [1380, 1351, 1643, 1518]
notice-title: EDICTO: [1490, 1181, 1533, 1194]
notice-title: EDICTO: [1490, 1351, 1533, 1363]
legal-notice: [1106, 1524, 1359, 1715]
notice-signature: LICENCIADA KARLA NALLELY CARRIAGA MÉNDEZ. CIUDADANA SECRETARIO DEL JUZGADO PRIMERO DE LO FAMILIAR DEL CUARTO DISTRITO JUDICIAL DEL ESTADO.: [10, 1142, 261, 1189]
notice-title: PUBLICACIÓN NOTARIAL: [614, 918, 754, 931]
notice-title: PUBLICACIÓN NOTARIAL: [339, 943, 480, 956]
legal-notice: [832, 1147, 1085, 1339]
